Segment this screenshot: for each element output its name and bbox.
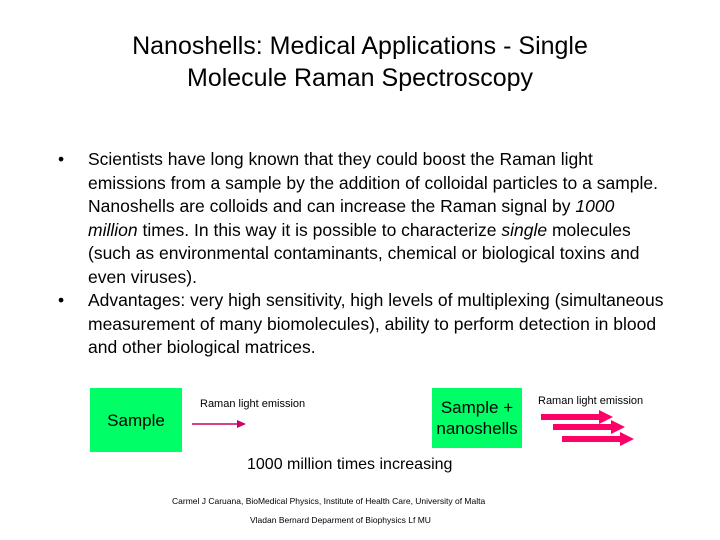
bullet-1-text-a: Scientists have long known that they could boost the Raman light emissions from a sample by the addition of colloidal particles to a sample. Nanoshells are colloids and can increase the Raman signal by	[88, 149, 658, 216]
bullet-2-text: Advantages: very high sensitivity, high levels of multiplexing (simultaneous measurement of many biomolecules), ability to perform detection in blood and other biological matrices.	[88, 290, 664, 357]
increase-label: 1000 million times increasing	[247, 456, 453, 473]
bullet-1-emphasis-b: single	[501, 219, 548, 240]
strong-emission-arrow-2	[553, 420, 625, 434]
sample-label: Sample	[107, 410, 165, 430]
raman-emission-label-left: Raman light emission	[200, 398, 306, 410]
credit-line-1: Carmel J Caruana, BioMedical Physics, Institute of Health Care, University of Malta	[172, 496, 486, 506]
raman-emission-label-right: Raman light emission	[538, 395, 644, 407]
strong-emission-arrow-3	[562, 432, 634, 446]
credit-line-2: Vladan Bernard Deparment of Biophysics Lf MU	[250, 515, 431, 525]
strong-emission-arrow-1	[541, 410, 613, 424]
bullet-1-emphasis-a: 1000 million	[88, 196, 615, 240]
bullet-icon: •	[58, 290, 65, 310]
bullet-1-text-b: times. In this way it is possible to characterize	[137, 219, 502, 240]
bullet-1-text-c: molecules (such as environmental contaminants, chemical or biological toxins and even viruses).	[88, 219, 640, 287]
sample-nanoshells-line-1: Sample +	[440, 398, 514, 417]
weak-emission-arrow	[192, 420, 246, 428]
title-line-1: Nanoshells: Medical Applications - Single	[132, 32, 588, 60]
bullet-icon: •	[58, 149, 65, 169]
title-line-2: Molecule Raman Spectroscopy	[187, 64, 533, 92]
sample-nanoshells-line-2: nanoshells	[436, 419, 518, 438]
